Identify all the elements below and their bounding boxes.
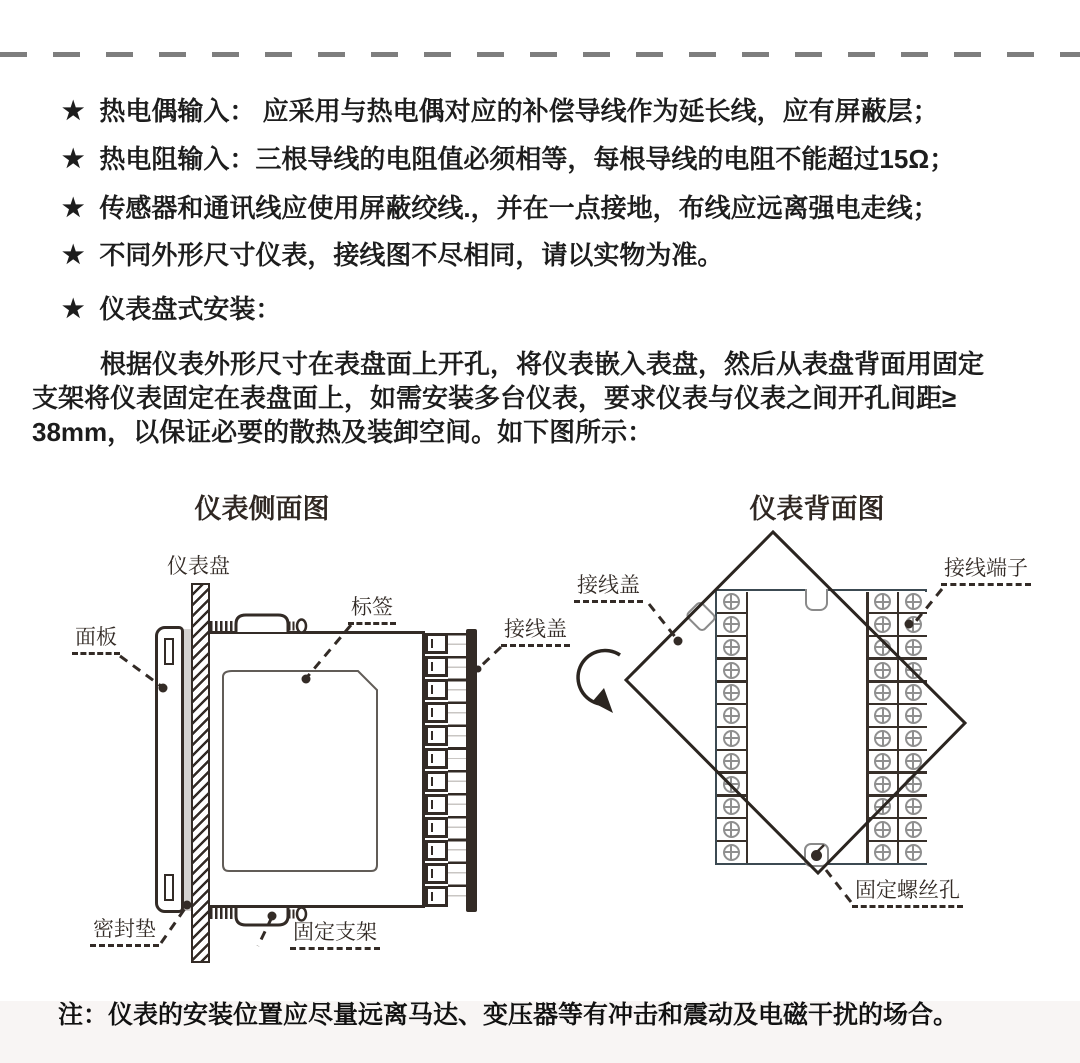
bullet-thermocouple <box>62 96 939 126</box>
screw-terminal-icon <box>905 707 922 724</box>
section-title: 仪表盘式安装： <box>99 294 282 324</box>
terminal-cell <box>899 819 927 839</box>
terminal-segment <box>425 817 448 838</box>
paragraph-line: 38mm，以保证必要的散热及装卸空间。如下图所示： <box>32 417 654 447</box>
terminal-segment <box>425 771 448 792</box>
instrument-body <box>196 631 425 908</box>
terminal-cell <box>899 637 927 657</box>
terminal-segment <box>425 725 448 746</box>
cover-latch-tab <box>684 600 717 633</box>
rotation-arrow-icon <box>578 650 620 713</box>
terminal-row <box>869 842 928 862</box>
terminal-cell <box>869 660 897 680</box>
back-view-title: 仪表背面图 <box>749 494 885 524</box>
screw-terminal-icon <box>874 684 891 701</box>
label-sticker: 标签 <box>348 596 396 625</box>
label-wiring-cover-side: 接线盖 <box>501 618 570 647</box>
screw-terminal-icon <box>874 639 891 656</box>
screw-terminal-icon <box>905 844 922 861</box>
star-icon: ★ <box>62 97 85 125</box>
terminal-cell <box>869 819 897 839</box>
screw-terminal-icon <box>905 639 922 656</box>
bullet-rtd <box>62 144 955 174</box>
screw-terminal-icon <box>905 662 922 679</box>
terminal-cell <box>717 705 746 725</box>
bullet-dimensions <box>62 240 723 270</box>
terminal-cell <box>899 774 927 794</box>
cover-latch-slot <box>805 589 828 611</box>
terminal-row <box>869 728 928 748</box>
screw-terminal-icon <box>723 798 740 815</box>
screw-terminal-icon <box>905 776 922 793</box>
terminal-cell <box>717 774 746 794</box>
page-top-dashed-divider <box>0 52 1080 57</box>
terminal-cell <box>869 728 897 748</box>
bullet-text: 热电阻输入：三根导线的电阻值必须相等，每根导线的电阻不能超过15Ω； <box>99 144 956 174</box>
terminal-row <box>869 751 928 771</box>
star-icon: ★ <box>62 194 85 222</box>
screw-terminal-icon <box>874 593 891 610</box>
screw-dot <box>811 850 822 861</box>
terminal-segment <box>425 886 448 907</box>
terminal-cell <box>869 683 897 703</box>
screw-terminal-icon <box>874 707 891 724</box>
screw-terminal-icon <box>874 730 891 747</box>
section-panel-mounting <box>62 294 281 324</box>
terminal-segment <box>425 679 448 700</box>
terminal-cell <box>717 637 746 657</box>
terminal-cell <box>899 683 927 703</box>
screw-terminal-icon <box>874 662 891 679</box>
bezel-clip-bottom <box>164 874 174 901</box>
terminal-cell <box>717 683 746 703</box>
bezel-clip-top <box>164 638 174 665</box>
terminal-cell <box>869 797 897 817</box>
label-seal-gasket: 密封垫 <box>90 918 159 947</box>
star-icon: ★ <box>62 145 85 173</box>
screw-terminal-icon <box>905 821 922 838</box>
fixing-screw-hole <box>804 843 829 867</box>
label-fixing-screw-hole: 固定螺丝孔 <box>852 879 963 908</box>
top-fixing-bracket <box>210 615 306 633</box>
star-icon: ★ <box>62 295 85 323</box>
terminal-cover-frame <box>448 633 466 907</box>
terminal-cell <box>717 660 746 680</box>
label-wiring-terminals: 接线端子 <box>941 557 1031 586</box>
terminal-row <box>869 774 928 794</box>
screw-terminal-icon <box>874 616 891 633</box>
terminal-column-left <box>717 592 748 863</box>
terminal-cell <box>899 728 927 748</box>
terminal-segment <box>425 748 448 769</box>
screw-terminal-icon <box>874 844 891 861</box>
screw-terminal-icon <box>905 730 922 747</box>
screw-terminal-icon <box>723 776 740 793</box>
terminal-cell <box>717 592 746 612</box>
screw-terminal-icon <box>723 684 740 701</box>
screw-terminal-icon <box>874 776 891 793</box>
terminal-cell <box>717 819 746 839</box>
terminal-segment <box>425 656 448 677</box>
screw-terminal-icon <box>723 639 740 656</box>
terminal-row <box>869 592 928 612</box>
screw-terminal-icon <box>723 593 740 610</box>
screw-terminal-icon <box>905 616 922 633</box>
screw-terminal-icon <box>723 662 740 679</box>
screw-terminal-icon <box>874 798 891 815</box>
terminal-cell <box>899 842 927 862</box>
terminal-segment <box>425 794 448 815</box>
terminal-cell <box>869 842 897 862</box>
screw-terminal-icon <box>723 707 740 724</box>
screw-terminal-icon <box>723 753 740 770</box>
bullet-text: 传感器和通讯线应使用屏蔽绞线.，并在一点接地，布线应远离强电走线； <box>99 193 939 223</box>
terminal-cell <box>899 797 927 817</box>
terminal-cell <box>899 751 927 771</box>
terminal-cell <box>717 842 746 862</box>
terminal-row <box>869 819 928 839</box>
terminal-cell <box>717 728 746 748</box>
terminal-row <box>869 614 928 634</box>
terminal-row <box>869 660 928 680</box>
terminal-cell <box>899 614 927 634</box>
terminal-cell <box>869 751 897 771</box>
terminal-row <box>869 797 928 817</box>
side-view-title: 仪表侧面图 <box>194 494 330 524</box>
terminal-strip <box>425 633 448 907</box>
bullet-text: 热电偶输入： 应采用与热电偶对应的补偿导线作为延长线，应有屏蔽层； <box>99 96 939 126</box>
screw-terminal-icon <box>723 821 740 838</box>
terminal-cell <box>899 592 927 612</box>
mounting-panel-wall <box>191 583 210 963</box>
terminal-row <box>869 683 928 703</box>
terminal-cover-bar <box>466 629 477 912</box>
screw-terminal-icon <box>874 821 891 838</box>
terminal-cell <box>869 614 897 634</box>
label-wiring-cover-back: 接线盖 <box>574 574 643 603</box>
screw-terminal-icon <box>874 753 891 770</box>
terminal-segment <box>425 863 448 884</box>
screw-terminal-icon <box>723 844 740 861</box>
installation-note: 注：仪表的安装位置应尽量远离马达、变压器等有冲击和震动及电磁干扰的场合。 <box>58 1001 959 1029</box>
label-fixing-bracket: 固定支架 <box>290 921 380 950</box>
screw-terminal-icon <box>905 684 922 701</box>
bullet-sensor-wiring <box>62 193 939 223</box>
terminal-cell <box>869 592 897 612</box>
screw-terminal-icon <box>905 753 922 770</box>
label-front-panel: 面板 <box>72 626 120 655</box>
terminal-row <box>869 637 928 657</box>
screw-terminal-icon <box>905 798 922 815</box>
front-bezel <box>155 626 184 913</box>
terminal-cell <box>717 797 746 817</box>
star-icon: ★ <box>62 241 85 269</box>
terminal-cell <box>869 705 897 725</box>
screw-terminal-icon <box>723 730 740 747</box>
terminal-cell <box>717 751 746 771</box>
paragraph-line: 根据仪表外形尺寸在表盘面上开孔，将仪表嵌入表盘，然后从表盘背面用固定 <box>100 349 985 379</box>
terminal-segment <box>425 840 448 861</box>
bullet-text: 不同外形尺寸仪表，接线图不尽相同，请以实物为准。 <box>99 240 724 270</box>
terminal-cell <box>899 660 927 680</box>
label-instrument-panel: 仪表盘 <box>167 555 230 578</box>
terminal-cell <box>869 774 897 794</box>
screw-terminal-icon <box>905 593 922 610</box>
terminal-segment <box>425 633 448 654</box>
terminal-cell <box>899 705 927 725</box>
terminal-cell <box>717 614 746 634</box>
terminal-cell <box>869 637 897 657</box>
terminal-row <box>869 705 928 725</box>
terminal-block-right <box>866 592 927 863</box>
paragraph-line: 支架将仪表固定在表盘面上，如需安装多台仪表，要求仪表与仪表之间开孔间距≥ <box>32 383 957 413</box>
screw-terminal-icon <box>723 616 740 633</box>
terminal-segment <box>425 702 448 723</box>
